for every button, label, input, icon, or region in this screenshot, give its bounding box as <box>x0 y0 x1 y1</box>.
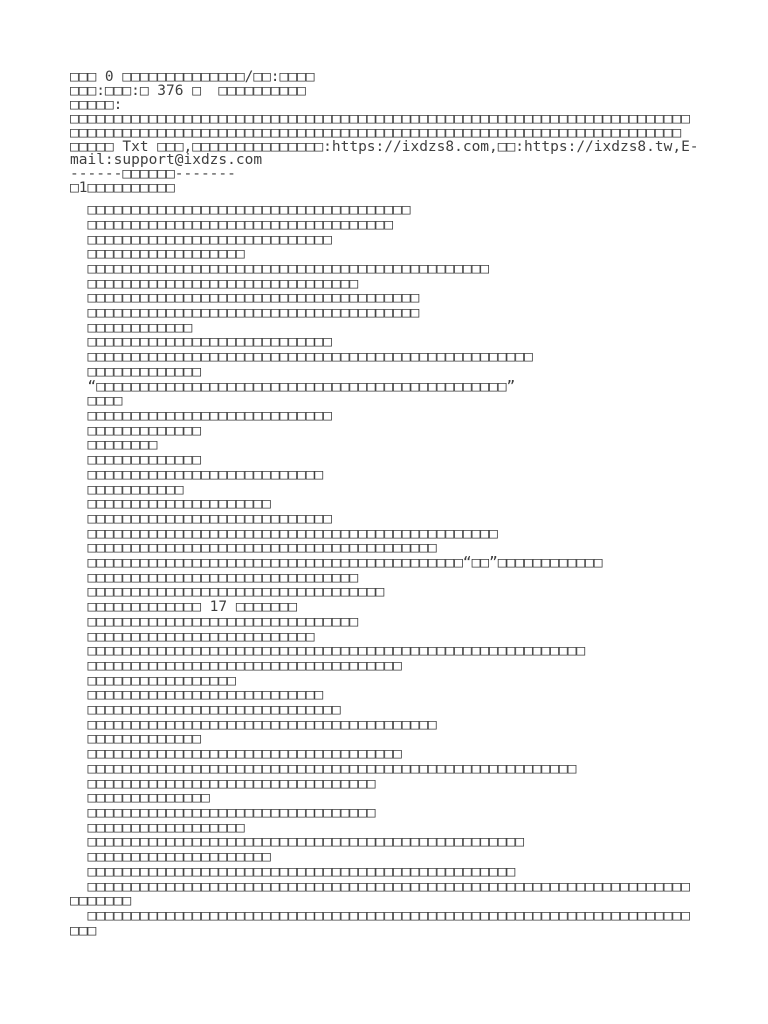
text-line: □□□□□□□□□□□□□□□□□□□□□□□□□□□□□□□□□□□ <box>70 216 394 233</box>
text-line: □□□□□□□□□□□□□□□□□□ <box>70 246 245 263</box>
text-line: □□□□□□□□□□□□□□□□□□□□□□□□□□□□□□□□□□□□□□ <box>70 290 420 307</box>
text-line: □□□□□□□□□□□□□□□□□□□□□□□□□□□□□□□□□□□□ <box>70 746 402 763</box>
text-line: □□□□□□□□□□□□□□□□□□□□□□□□□□□□□□□□□□□□□□□□□□□□□□□□□□□□□□□□□ <box>70 643 586 660</box>
text-line: □□□□□: <box>70 96 123 113</box>
text-line: ------□□□□□□------- <box>70 166 236 183</box>
text-line: □□□□□□□□□□□□□□□□□□□□□ <box>70 849 271 866</box>
text-line: □□□□□□□□□□□□□ 17 □□□□□□□ <box>70 599 297 616</box>
text-line: □□□□□□□□□□□□□□□□□□□□□□□□□□□□□□□□□□□□□□□□□□□□□□□□□□□□□□□□□□□□□□□□□□□□□□ <box>70 124 682 141</box>
text-line: □□□□□□□□□□□□□ <box>70 452 201 469</box>
text-line: □□□□□□□□□□□□□□□□□□□□□□□□□□□□□□□□□□□□□ <box>70 202 411 219</box>
text-line: □□□□□□□□□□□□□□□□□□ <box>70 819 245 836</box>
text-line: □□□□□□□□□□□□□□□□□□□□□□□□□□□ <box>70 466 324 483</box>
text-line: □□□□□□□□□□□□□□□□□□□□□□□□□□□□ <box>70 510 332 527</box>
text-line: □□□□□□□□□□□□□□□□□□□□□□□□□□□□□□□□□□□□□□□□□□□□□□□□□ <box>70 863 516 880</box>
header-text <box>70 71 710 196</box>
text-line: □□□□□□□□□□□□□□□□□□□□□□□□□□□□□□□□□□□□□□□□□□□□□□□□□□□□□□□□□□□□□□□□□□□□□ <box>70 907 690 924</box>
text-line: □□□□□□□□□□□□□□□□□□□□□□□□□□□□□□□□□□ <box>70 584 385 601</box>
text-line: □□□□□□□□□□□□□□□□□□□□□□□□□□□□□□□□□□□□□□□□□□□□□□□□□□□□□□□□□□□□□□□□□□□□□□□ <box>70 110 690 127</box>
text-line: □□□□□□□□□□□□□□□□□□□□□□□□□□□□□□□ <box>70 569 359 586</box>
text-line: □□□□□□□□□□□□□□□□□ <box>70 672 236 689</box>
body-text <box>70 203 710 938</box>
text-line: □□□□□□□□□□□□□□□□□□□□□□□□□□□□□□□□□□□□ <box>70 657 402 674</box>
text-line: □□□□□□□□□□□□□□□□□□□□□□□□□□□□□□□□□□□□□□□□□□□“□□”□□□□□□□□□□□□ <box>70 555 603 572</box>
text-line: □□□□□□□□□□□□□ <box>70 731 201 748</box>
text-line: □□□□□□□□□□□□□□□□□□□□□□□□□□□□□□□ <box>70 613 359 630</box>
text-line: □□□□□□□□□□□□□□□□□□□□□□□□□□□ <box>70 687 324 704</box>
text-line: □□□□□ Txt □□□,□□□□□□□□□□□□□□□:https://ixdzs8.com,□□:https://ixdzs8.tw,E- <box>70 138 699 155</box>
text-line: □□□□□□□□□□□□□□□□□□□□□□□□□□□□□□□□□□□□□□□□□□□□□□□□□□□□□□□□ <box>70 760 577 777</box>
text-line: □□□□□□□□□□□□□□□□□□□□□□□□□□□□□□□□□□□□□□□□□□□□□□□□□□□ <box>70 349 533 366</box>
text-line: □□□□□□□□□□□□□ <box>70 422 201 439</box>
text-line: □□□□□□□□□□□□□□□□□□□□□□□□□□□□□□□□□□□□□□□□□□□□□□ <box>70 260 490 277</box>
text-line: □□□□□□□□□□□□□□□□□□□□□□□□□□□□ <box>70 334 332 351</box>
text-line: □□□□□□□□□□□□□□□□□□□□□□□□□□□□□ <box>70 702 341 719</box>
text-line: □□□□□□□□□□□□□□□□□□□□□□□□□□□□□□□□□□□□□□□□□□□□□□□□□□ <box>70 834 524 851</box>
text-line: □□□□□□□□□□□□□□□□□□□□□□□□□□□□□□□□□□□□□□□□ <box>70 716 437 733</box>
text-line: □□□□□□□□□□□□□□□□□□□□□□□□□□□□□□□□□□□□□□ <box>70 305 420 322</box>
text-line: □□□□□□□ <box>70 893 132 910</box>
text-line: mail:support@ixdzs.com <box>70 152 263 169</box>
text-line: □□□□□□□□□□□□□□□□□□□□□□□□□□□□□□□□□ <box>70 775 376 792</box>
text-line: □1□□□□□□□□□□ <box>70 180 175 197</box>
text-line: □□□□□□□□□□□□□ <box>70 363 201 380</box>
text-line: □□□:□□□:□ 376 □ □□□□□□□□□□ <box>70 82 306 99</box>
text-line: □□□□□□□□□□□ <box>70 481 184 498</box>
text-line: □□□□□□□□□□□□ <box>70 319 193 336</box>
text-line: “□□□□□□□□□□□□□□□□□□□□□□□□□□□□□□□□□□□□□□□□□□□□□□□” <box>70 378 516 395</box>
text-line: □□□□□□□□□□□□□□□□□□□□□□□□□□□□ <box>70 231 332 248</box>
text-line: □□□□□□□□□□□□□□□□□□□□□□□□□□□□□□□□□□□□□□□□□□□□□□□□□□□□□□□□□□□□□□□□□□□□□ <box>70 878 690 895</box>
text-line: □□□□□□□□□□□□□□□□□□□□□□□□□□□□ <box>70 408 332 424</box>
text-line: □□□□ <box>70 393 123 410</box>
text-line: □□□□□□□□□□□□□□□□□□□□□□□□□□□□□□□□□□□□□□□□□□□□□□□ <box>70 525 498 542</box>
text-line: □□□□□□□□□□□□□□ <box>70 790 210 807</box>
text-line: □□□□□□□□□□□□□□□□□□□□□□□□□□□□□□□□□ <box>70 804 376 821</box>
text-line: □□□□□□□□□□□□□□□□□□□□□ <box>70 496 271 513</box>
text-line: □□□ 0 □□□□□□□□□□□□□□/□□:□□□□ <box>70 69 315 85</box>
text-line: □□□□□□□□ <box>70 437 158 454</box>
text-line: □□□ <box>70 922 97 939</box>
text-line: □□□□□□□□□□□□□□□□□□□□□□□□□□□□□□□ <box>70 275 359 292</box>
text-content <box>70 71 710 938</box>
text-line: □□□□□□□□□□□□□□□□□□□□□□□□□□□□□□□□□□□□□□□□ <box>70 540 437 557</box>
text-line: □□□□□□□□□□□□□□□□□□□□□□□□□□ <box>70 628 315 645</box>
